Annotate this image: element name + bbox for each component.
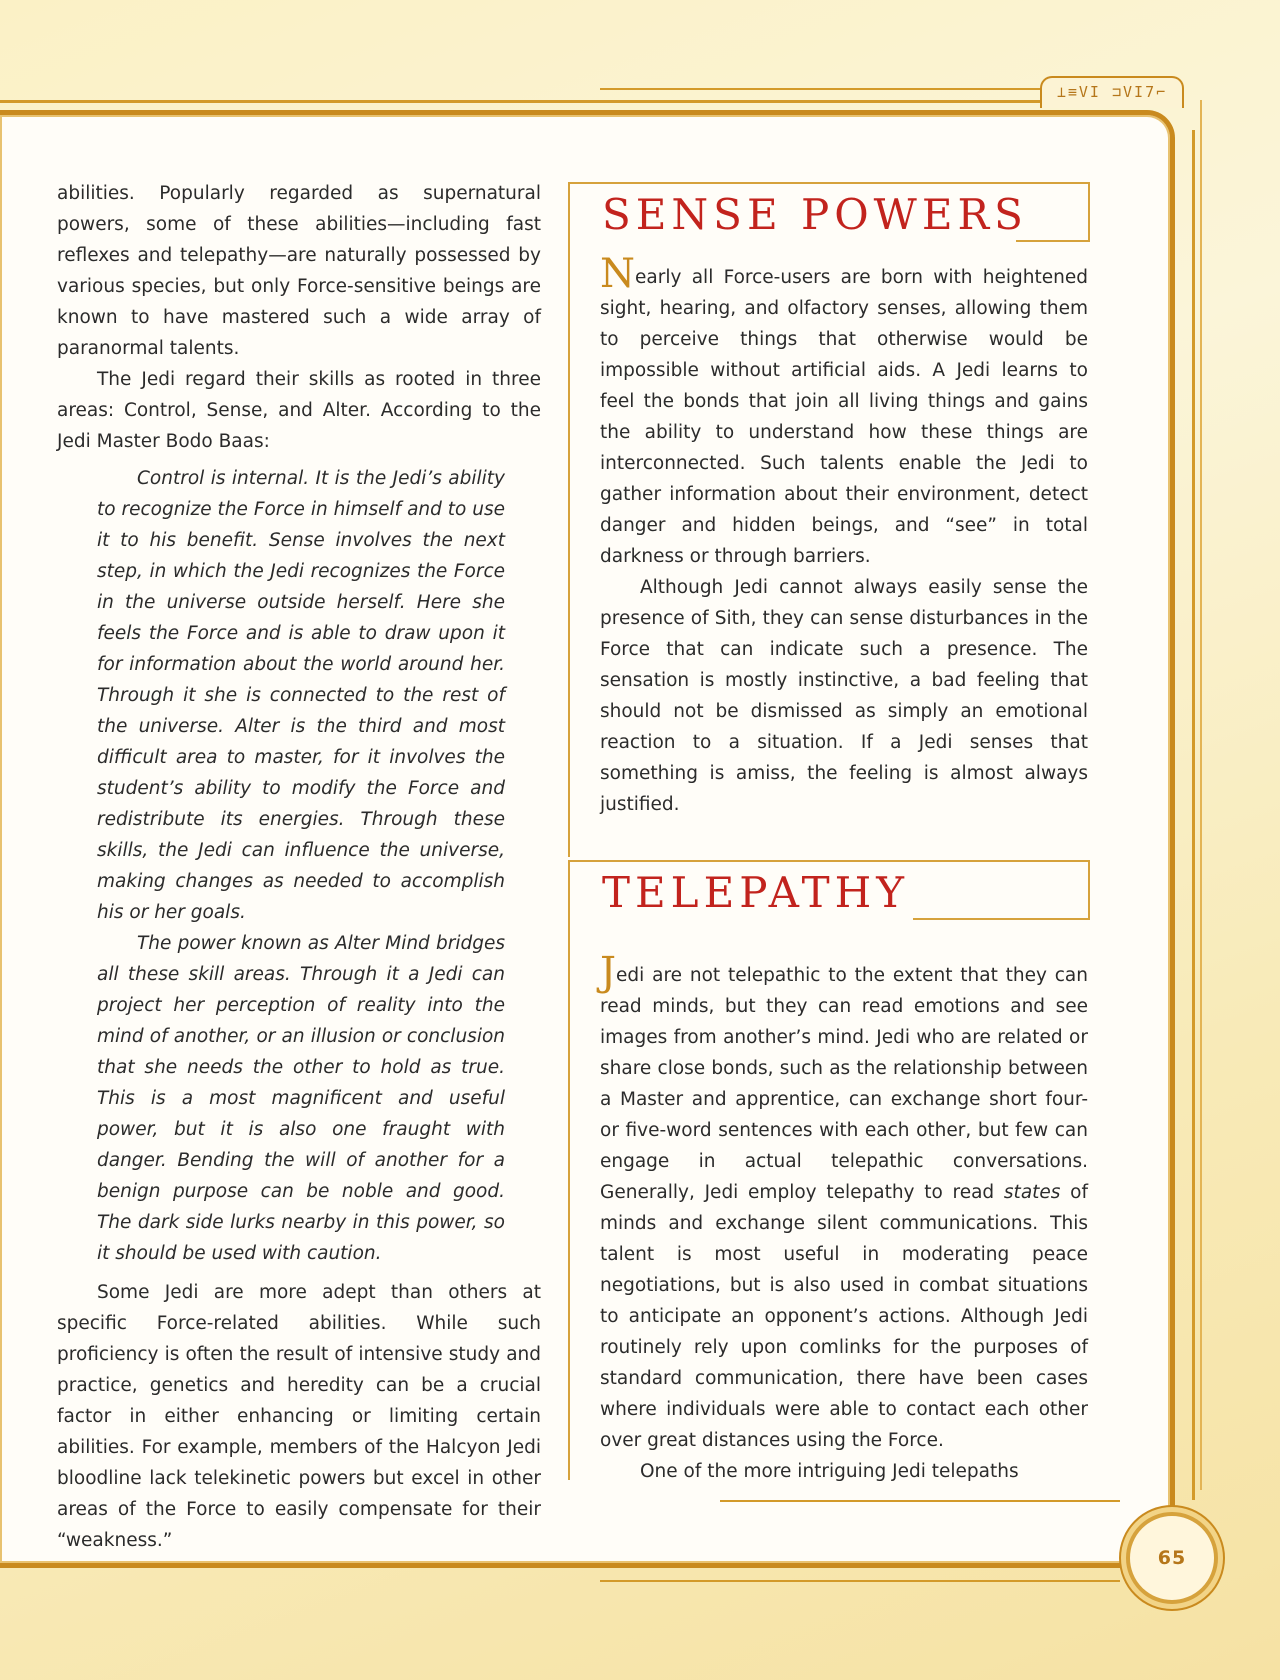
left-paragraph-2: The Jedi regard their skills as rooted in three areas: Control, Sense, and Alter. According to the Jedi Master Bodo Baas:: [57, 369, 541, 452]
telepathy-heading-box: [570, 860, 1090, 920]
sense-powers-section: [568, 182, 1090, 857]
heading-underline: [913, 918, 1088, 920]
quote-paragraph-2: The power known as Alter Mind bridges all these skill areas. Through it a Jedi can project her perception of reality into the mind of another, or an illusion or conclusion that she needs the other to hold as true. This is a most magnificent and useful power, but it is also one fraught with danger. Bending the will of another for a benign purpose can be noble and good. The dark side lurks nearby in this power, so it should be used with caution.: [97, 933, 505, 1264]
telepathy-paragraph-1: [600, 949, 1088, 1456]
telepathy-paragraph-2: One of the more intriguing Jedi telepaths: [640, 1461, 1019, 1482]
telepathy-text-a: edi are not telepathic to the extent that they can read minds, but they can read emotions and see images from another’s mind. Jedi who are related or share close bonds, such as the relationship between a Master and apprentice, can exchange short four- or five-word sentences with each other, but few can engage in actual telepathic conversations. Generally, Jedi employ telepathy to read: [600, 965, 1088, 1203]
sense-powers-title: SENSE POWERS: [602, 194, 1038, 236]
sense-powers-body: [570, 242, 1088, 820]
sense-paragraph-2: Although Jedi cannot always easily sense the presence of Sith, they can sense disturbances in the Force that can indicate such a presence. The sensation is mostly instinctive, a bad feeling that should not be dismissed as simply an emotional reaction to a situation. If a Jedi senses that something is amiss, the feeling is almost always justified.: [600, 577, 1088, 815]
drop-cap: J: [600, 949, 617, 995]
telepathy-text-emphasis: states: [1003, 1182, 1061, 1203]
right-side-rule: [1192, 130, 1195, 1500]
drop-cap: N: [600, 251, 635, 297]
right-side-accent: [1200, 100, 1202, 1490]
bottom-accent-rule: [720, 1500, 1120, 1502]
page-number: 65: [1157, 1547, 1187, 1569]
telepathy-section: [568, 860, 1090, 1480]
telepathy-title: TELEPATHY: [602, 872, 919, 914]
left-paragraph-3: Some Jedi are more adept than others at specific Force-related abilities. While such proficiency is often the result of intensive study and practice, genetics and heredity can be a crucial factor in either enhancing or limiting certain abilities. For example, members of the Halcyon Jedi bloodline lack telekinetic powers but excel in other areas of the Force to easily compensate for their “weakness.”: [57, 1282, 541, 1551]
quote-paragraph-1: Control is internal. It is the Jedi’s ability to recognize the Force in himself and to use it to his benefit. Sense involves the next step, in which the Jedi recognizes the Force in the universe outside herself. Here she feels the Force and is able to draw upon it for information about the world around her. Through it she is connected to the rest of the universe. Alter is the third and most difficult area to master, for it involves the student’s ability to modify the Force and redistribute its energies. Through these skills, the Jedi can influence the universe, making changes as needed to accomplish his or her goals.: [97, 468, 505, 923]
left-column: [57, 178, 541, 1556]
sense-powers-heading-box: [570, 182, 1090, 242]
heading-underline: [1016, 240, 1088, 242]
bodo-baas-quote: [97, 463, 505, 1269]
header-glyph-tab: ⊥≡VI ⊐VI7⌐: [1040, 76, 1184, 108]
telepathy-body: [570, 920, 1088, 1487]
top-accent-rule: [600, 88, 1040, 90]
telepathy-text-b: of minds and exchange silent communications. This talent is most useful in moderating peace negotiations, but is also used in combat situations to anticipate an opponent’s actions. Although Jedi routinely rely upon comlinks for the purposes of standard communication, there have been cases where individuals were able to contact each other over great distances using the Force.: [600, 1182, 1088, 1451]
bottom-accent-rule-2: [600, 1580, 1120, 1582]
page-number-badge: [1126, 1512, 1218, 1604]
sense-paragraph-1-text: early all Force-users are born with heightened sight, hearing, and olfactory senses, allowing them to perceive things that otherwise would be impossible without artificial aids. A Jedi learns to feel the bonds that join all living things and gains the ability to understand how these things are interconnected. Such talents enable the Jedi to gather information about their environment, detect danger and hidden beings, and “see” in total darkness or through barriers.: [600, 267, 1088, 567]
top-rule: [0, 100, 1040, 103]
left-paragraph-1: abilities. Popularly regarded as supernatural powers, some of these abilities—including fast reflexes and telepathy—are naturally possessed by various species, but only Force-sensitive beings are known to have mastered such a wide array of paranormal talents.: [57, 183, 541, 359]
sense-paragraph-1: [600, 251, 1088, 572]
